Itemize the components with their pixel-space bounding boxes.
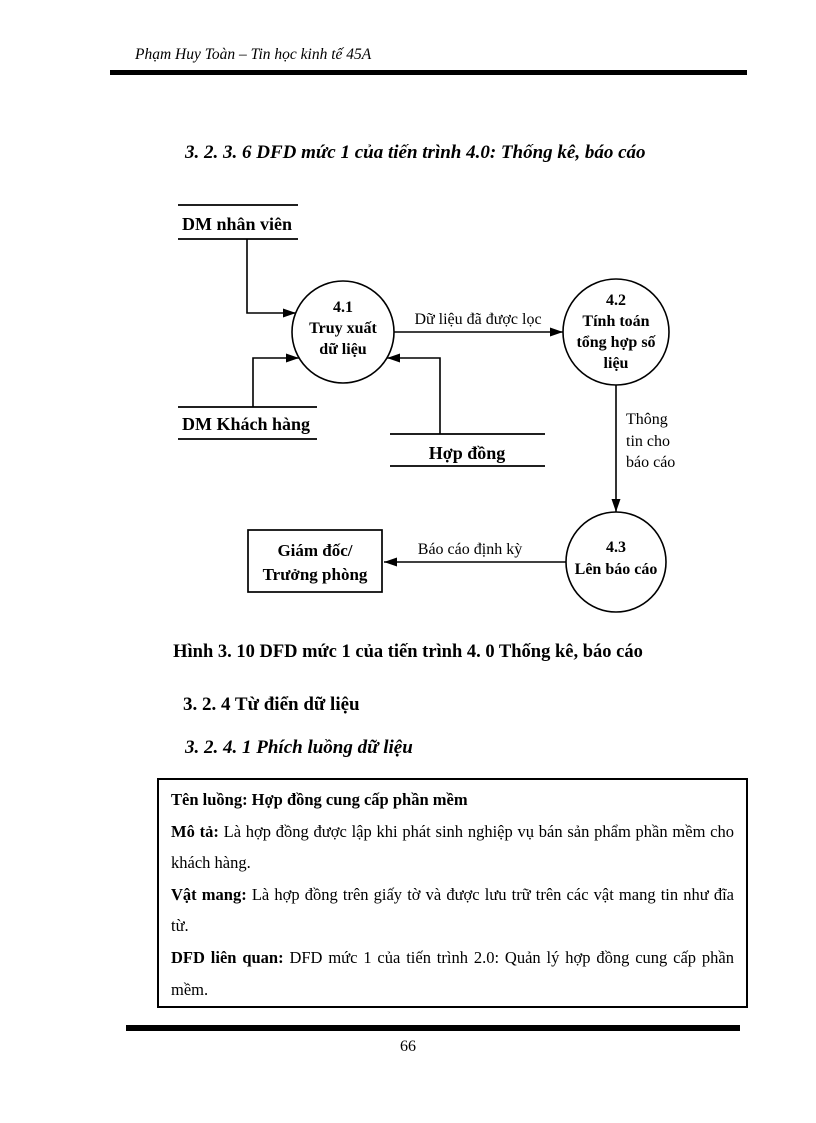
- process-name-line: tổng hợp số: [576, 334, 656, 351]
- process-id: 4.3: [606, 539, 626, 556]
- flow-card-term: DFD liên quan:: [171, 947, 284, 967]
- data-store-label: Hợp đồng: [428, 443, 506, 463]
- process-name-line: dữ liệu: [319, 341, 367, 358]
- section-heading-dfd: 3. 2. 3. 6 DFD mức 1 của tiến trình 4.0: Thống kê, báo cáo: [185, 142, 646, 163]
- process-id: 4.2: [606, 292, 626, 309]
- footer-rule: [126, 1025, 740, 1031]
- flow-card-row-dfd-lien-quan: [171, 942, 734, 1005]
- data-store-label: DM Khách hàng: [182, 414, 311, 434]
- flow-label-report-info-line: báo cáo: [626, 454, 676, 471]
- flow-dm-khach-hang-to-4-1: [253, 358, 299, 407]
- data-flow-card: [157, 778, 748, 1008]
- flow-card-row-ten-luong: [171, 784, 734, 816]
- section-heading-dictionary: 3. 2. 4 Từ điển dữ liệu: [183, 694, 360, 715]
- process-name-line: Lên báo cáo: [574, 561, 658, 578]
- process-name-line: liệu: [603, 355, 629, 372]
- flow-card-term: Tên luồng: Hợp đồng cung cấp phần mềm: [171, 790, 468, 809]
- flow-dm-nhan-vien-to-4-1: [247, 239, 296, 313]
- figure-caption: Hình 3. 10 DFD mức 1 của tiến trình 4. 0 Thống kê, báo cáo: [173, 642, 643, 662]
- data-store-label: DM nhân viên: [182, 214, 293, 234]
- subsection-heading-flow-card: 3. 2. 4. 1 Phích luồng dữ liệu: [185, 737, 413, 758]
- process-name-line: Tính toán: [582, 313, 650, 330]
- flow-label-filtered-data: Dữ liệu đã được lọc: [414, 311, 542, 328]
- flow-card-row-vat-mang: [171, 879, 734, 942]
- flow-label-report-info-line: tin cho: [626, 433, 670, 450]
- flow-card-text: Là hợp đồng được lập khi phát sinh nghiệp vụ bán sản phẩm phần mềm cho khách hàng.: [171, 821, 734, 873]
- flow-card-row-mo-ta: [171, 816, 734, 879]
- header-author-line: Phạm Huy Toàn – Tin học kinh tế 45A: [135, 46, 372, 63]
- process-name-line: Truy xuất: [309, 320, 377, 337]
- flow-card-text: Là hợp đồng trên giấy tờ và được lưu trữ trên các vật mang tin như đĩa từ.: [171, 884, 735, 936]
- flow-card-term: Vật mang:: [171, 884, 247, 904]
- flow-hop-dong-to-4-1: [387, 358, 440, 434]
- flow-label-report-info-line: Thông: [626, 411, 668, 428]
- flow-label-periodic-report: Báo cáo định kỳ: [417, 541, 523, 558]
- process-id: 4.1: [333, 299, 353, 316]
- flow-card-term: Mô tả:: [171, 821, 219, 841]
- page-number: 66: [400, 1038, 416, 1055]
- entity-name-line: Trưởng phòng: [262, 565, 368, 584]
- entity-name-line: Giám đốc/: [277, 541, 353, 560]
- flow-card-text: DFD mức 1 của tiến trình 2.0: Quản lý hợp đồng cung cấp phần mềm.: [171, 947, 734, 999]
